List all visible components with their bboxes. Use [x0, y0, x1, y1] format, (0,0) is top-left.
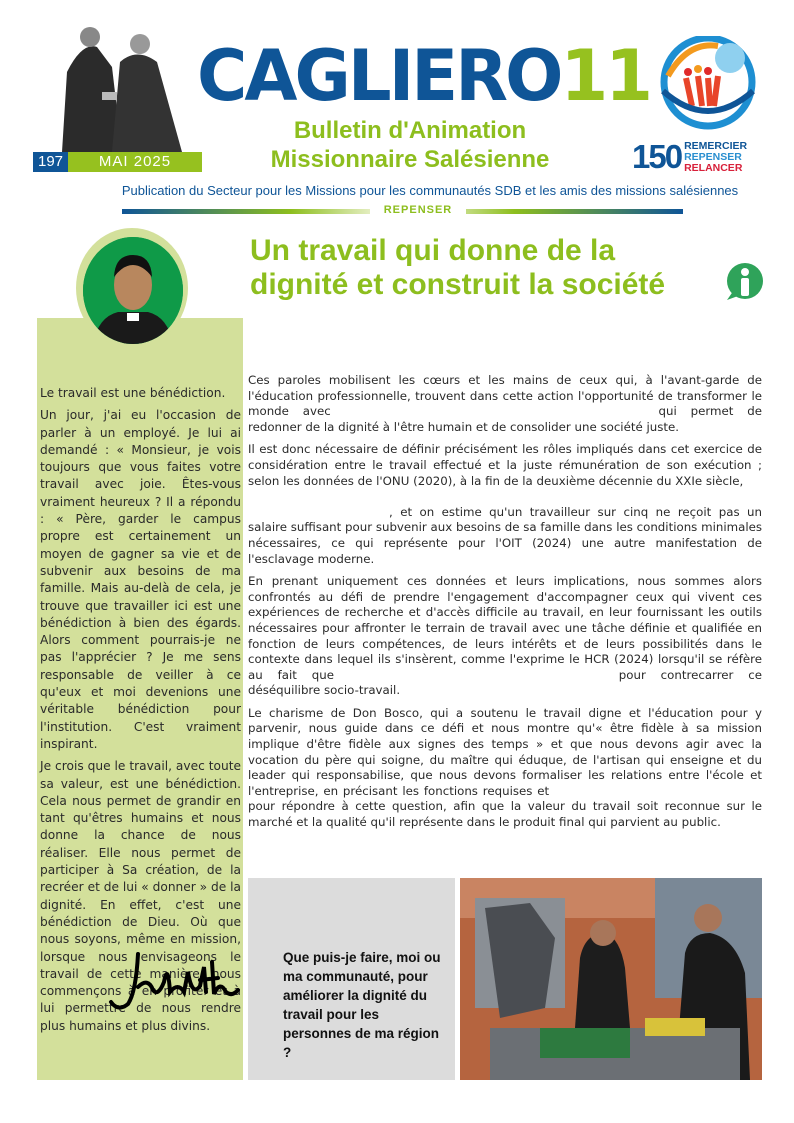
- subtitle-line: Missionnaire Salésienne: [270, 146, 550, 173]
- subtitle-line: Bulletin d'Animation: [293, 117, 527, 144]
- masthead: [197, 36, 650, 116]
- anniversary-word: REPENSER: [684, 150, 742, 163]
- sidebar-paragraph: Je crois que le travail, avec toute sa valeur, est une bénédiction. Cela nous permet de grandir en tant qu'êtres humains et nous donne la chance de nous réaliser. Elle nous permet de participer à Sa création, de la recréer et de lui « donner » de la dignité. En effet, c'est une bénédiction de Dieu. Où que nous soyons, même en mission, lorsque nous envisageons le travail de cette manière, nous commençons à en profiter et à lui permettre de nous rendre plus humains et plus divins.: [40, 759, 241, 1033]
- title-line: Un travail qui donne de la: [250, 234, 616, 267]
- founders-photo: [42, 22, 194, 152]
- author-portrait: [83, 237, 183, 344]
- issue-date: MAI 2025: [68, 152, 202, 172]
- workshop-photo: [460, 878, 762, 1080]
- publication-line: Publication du Secteur pour les Missions pour les communautés SDB et les amis des missions salésiennes: [121, 183, 739, 198]
- sidebar-testimony: [40, 385, 241, 1040]
- author-signature: [108, 952, 240, 1014]
- body-text: pour contrecarrer ce déséquilibre socio-travail.: [248, 667, 763, 698]
- anniversary-word: RELANCER: [684, 161, 743, 174]
- body-text: Il est donc nécessaire de définir précisément les rôles impliqués dans cet exercice de considération entre le travail effectué et la juste rémunération de son exécution ; selon les données de l'ONU (2020), à la fin de la deuxième décennie du XXIe siècle,: [248, 442, 762, 488]
- reflection-question: Que puis-je faire, moi ou ma communauté, pour améliorer la dignité du travail pour les personnes de ma région ?: [283, 950, 441, 1060]
- body-paragraph: [248, 373, 762, 435]
- anniversary-globe-logo: [648, 36, 763, 131]
- sidebar-paragraph: Le travail est une bénédiction.: [40, 386, 226, 400]
- issue-number: 197: [33, 152, 68, 172]
- article-title: [250, 234, 665, 302]
- issue-bar: [33, 152, 202, 172]
- info-icon: [724, 262, 764, 302]
- article-body: [248, 373, 762, 838]
- body-paragraph: [248, 442, 762, 567]
- anniversary-word: REMERCIER: [684, 139, 748, 152]
- body-paragraph: [248, 706, 762, 831]
- masthead-number: 11: [560, 35, 651, 117]
- sidebar-paragraph: Un jour, j'ai eu l'occasion de parler à un employé. Je lui ai demandé : « Monsieur, je vois toujours que vous faites votre travail avec joie. Êtes-vous vraiment heureux ? Il a répondu : « Père, garder le campus propre est certainement un moyen de gagner sa vie et de subvenir aux besoins de ma famille. Mais au-delà de cela, je trouve que travailler ici est une bénédiction à bien des égards. Alors comment pourrais-je ne pas l'apprécier ? Je me sens responsable de veiller à ce qu'eux et moi devenions une véritable bénédiction pour l'institution. C'est vraiment inspirant.: [40, 408, 241, 751]
- masthead-name: CAGLIERO: [197, 35, 561, 117]
- body-text: Le charisme de Don Bosco, qui a soutenu le travail digne et l'éducation pour y parvenir, nous guide dans ce défi et nous montre qu'« être fidèle à sa mission implique d'être fidèle aux signes des temps » et que nous devons agir avec la vocation du père qui soigne, du maître qui éduque, de l'artisan qui enseigne et du leader qui responsabilise, que nous devons formaliser les relations entre l'école et l'entreprise, en précisant les fonctions requises et: [248, 705, 762, 798]
- body-text: Ces paroles mobilisent les cœurs et les mains de ceux qui, à l'avant-garde de l'éducation professionnelle, trouvent dans cette action l'opportunité de transformer le monde avec: [248, 373, 762, 419]
- body-paragraph: [248, 574, 762, 699]
- body-text: En prenant uniquement ces données et leurs implications, nous sommes alors confrontés au défi de prendre l'engagement d'accompagner ceux qui vivent ces expériences de recherche et d'accès difficile au travail, en leur fournissant les outils nécessaires pour affronter le terrain de travail avec une tâche définie et qualifiée en fonction de leurs compétences, de leurs intérêts et de leurs possibilités dans le contexte dans lequel ils s'insèrent, comme l'exprime le HCR (2024) lorsqu'il se réfère au fait que: [248, 574, 762, 682]
- text-gap: [248, 489, 762, 505]
- section-label: REPENSER: [370, 204, 466, 216]
- bulletin-subtitle: [240, 116, 580, 174]
- body-text: , et on estime qu'un travailleur sur cinq ne reçoit pas un salaire suffisant pour subvenir aux besoins de sa famille dans les conditions minimales nécessaires, ce qui représente pour l'OIT (2024) une autre manifestation de l'esclavage moderne.: [248, 504, 762, 566]
- anniversary-badge: [632, 138, 747, 176]
- body-text: qui permet de redonner de la dignité à l'être humain et de consolider une société juste.: [248, 404, 763, 434]
- title-line: dignité et construit la société: [250, 268, 666, 301]
- anniversary-number: 150: [632, 138, 682, 175]
- body-text: pour répondre à cette question, afin que la valeur du travail soit reconnue sur le marché et la qualité qu'il représente dans le produit final qui parvient au public.: [248, 799, 762, 830]
